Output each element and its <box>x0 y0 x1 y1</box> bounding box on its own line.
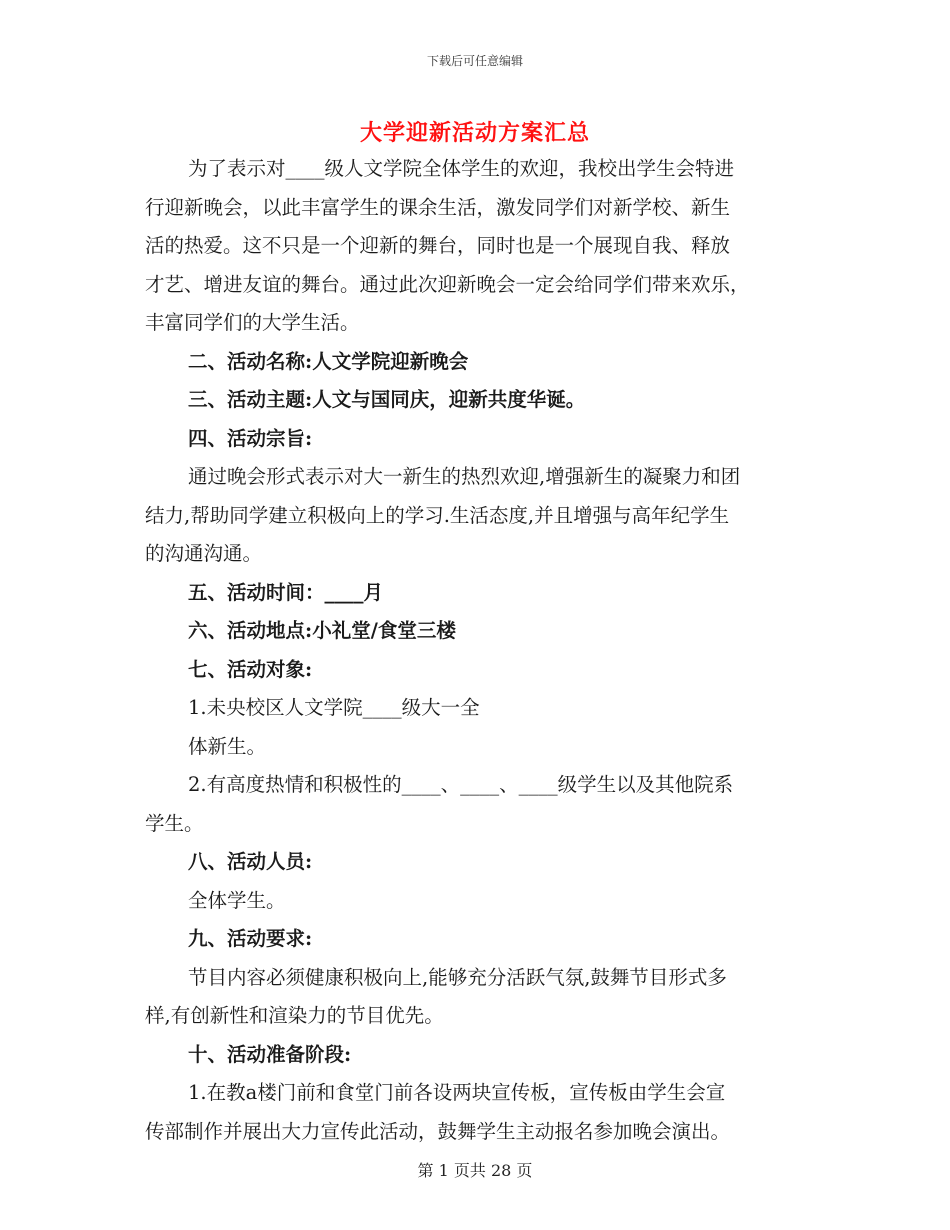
paragraph-line: 结力,帮助同学建立积极向上的学习.生活态度,并且增强与高年纪学生 <box>145 503 730 527</box>
paragraph-line: 丰富同学们的大学生活。 <box>145 311 360 334</box>
paragraph-line: 的沟通沟通。 <box>145 542 263 565</box>
paragraph-line: 全体学生。 <box>188 888 286 912</box>
paragraph-line: 通过晚会形式表示对大一新生的热烈欢迎,增强新生的凝聚力和团 <box>188 465 741 488</box>
paragraph-line: 活的热爱。这不只是一个迎新的舞台，同时也是一个展现自我、释放 <box>145 234 731 257</box>
paragraph-line: 行迎新晚会，以此丰富学生的课余生活，激发同学们对新学校、新生 <box>145 195 731 219</box>
paragraph-line: 节目内容必须健康积极向上,能够充分活跃气氛,鼓舞节目形式多 <box>188 965 727 989</box>
section-heading: 五、活动时间：____月 <box>188 580 384 604</box>
section-heading: 二、活动名称:人文学院迎新晚会 <box>188 349 469 373</box>
page-header: 下载后可任意编辑 <box>426 54 523 68</box>
paragraph-line: 传部制作并展出大力宣传此活动，鼓舞学生主动报名参加晚会演出。 <box>145 1119 731 1143</box>
section-heading: 六、活动地点:小礼堂/食堂三楼 <box>188 619 456 642</box>
section-heading: 七、活动对象: <box>188 657 313 681</box>
document-body <box>145 150 805 1151</box>
section-heading: 九、活动要求: <box>188 927 313 950</box>
paragraph-line: 2.有高度热情和积极性的____、____、____级学生以及其他院系 <box>188 773 734 796</box>
document-title: 大学迎新活动方案汇总 <box>359 120 590 146</box>
paragraph-line: 1.未央校区人文学院____级大一全 <box>188 696 480 719</box>
section-heading: 八、活动人员: <box>188 850 313 873</box>
paragraph-line: 样,有创新性和渲染力的节目优先。 <box>145 1004 444 1027</box>
page-footer: 第 1 页共 28 页 <box>417 1161 533 1180</box>
section-heading: 三、活动主题:人文与国同庆，迎新共度华诞。 <box>188 388 586 411</box>
section-heading: 四、活动宗旨: <box>188 426 313 450</box>
section-heading: 十、活动准备阶段: <box>188 1042 352 1066</box>
paragraph-line: 学生。 <box>145 811 204 835</box>
paragraph-line: 体新生。 <box>188 734 267 758</box>
paragraph-line: 1.在教a楼门前和食堂门前各设两块宣传板，宣传板由学生会宣 <box>188 1081 726 1104</box>
paragraph-line: 才艺、增进友谊的舞台。通过此次迎新晚会一定会给同学们带来欢乐， <box>145 272 750 296</box>
paragraph-line: 为了表示对____级人文学院全体学生的欢迎，我校出学生会特进 <box>188 157 735 180</box>
